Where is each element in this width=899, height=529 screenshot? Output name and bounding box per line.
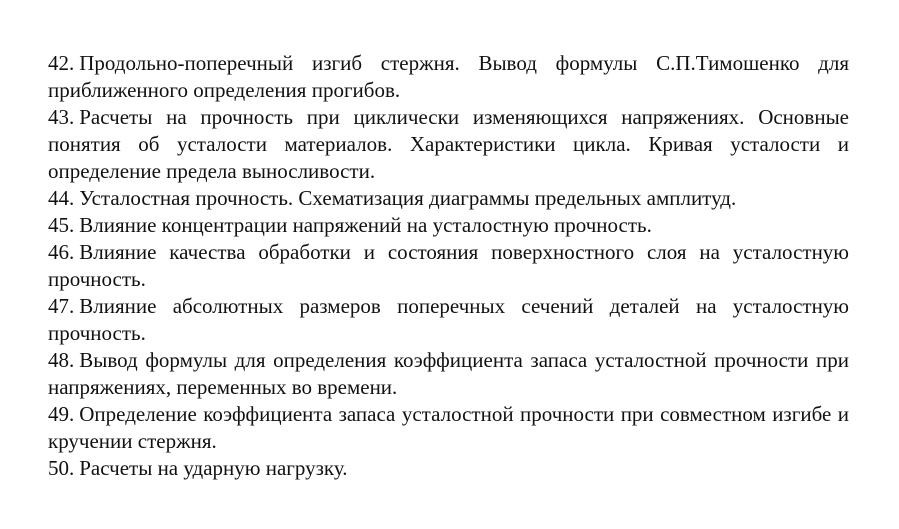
question-number: 43. bbox=[48, 105, 75, 129]
question-number: 50. bbox=[48, 456, 75, 480]
question-text: Определение коэффициента запаса усталостной прочности при совместном изгибе и кручении стержня. bbox=[48, 402, 849, 453]
question-number: 48. bbox=[48, 348, 75, 372]
question-item-42 bbox=[48, 50, 849, 104]
question-item-48 bbox=[48, 347, 849, 401]
question-text: Расчеты на ударную нагрузку. bbox=[79, 456, 348, 480]
question-item-50 bbox=[48, 455, 849, 482]
question-text: Продольно-поперечный изгиб стержня. Вывод формулы С.П.Тимошенко для приближенного определения прогибов. bbox=[48, 51, 849, 102]
question-number: 44. bbox=[48, 186, 75, 210]
question-item-44 bbox=[48, 185, 849, 212]
question-text: Усталостная прочность. Схематизация диаграммы предельных амплитуд. bbox=[79, 186, 737, 210]
question-number: 45. bbox=[48, 213, 75, 237]
question-number: 42. bbox=[48, 51, 75, 75]
question-item-47 bbox=[48, 293, 849, 347]
question-text: Влияние абсолютных размеров поперечных сечений деталей на усталостную прочность. bbox=[48, 294, 849, 345]
question-number: 47. bbox=[48, 294, 75, 318]
question-item-49 bbox=[48, 401, 849, 455]
question-item-43 bbox=[48, 104, 849, 185]
question-number: 49. bbox=[48, 402, 75, 426]
question-number: 46. bbox=[48, 240, 75, 264]
question-text: Расчеты на прочность при циклически изменяющихся напряжениях. Основные понятия об усталости материалов. Характеристики цикла. Кривая усталости и определение предела выносливости. bbox=[48, 105, 849, 183]
question-item-45 bbox=[48, 212, 849, 239]
exam-question-list bbox=[48, 50, 849, 482]
question-text: Вывод формулы для определения коэффициента запаса усталостной прочности при напряжениях, переменных во времени. bbox=[48, 348, 849, 399]
question-text: Влияние концентрации напряжений на усталостную прочность. bbox=[79, 213, 652, 237]
question-item-46 bbox=[48, 239, 849, 293]
question-text: Влияние качества обработки и состояния поверхностного слоя на усталостную прочность. bbox=[48, 240, 849, 291]
